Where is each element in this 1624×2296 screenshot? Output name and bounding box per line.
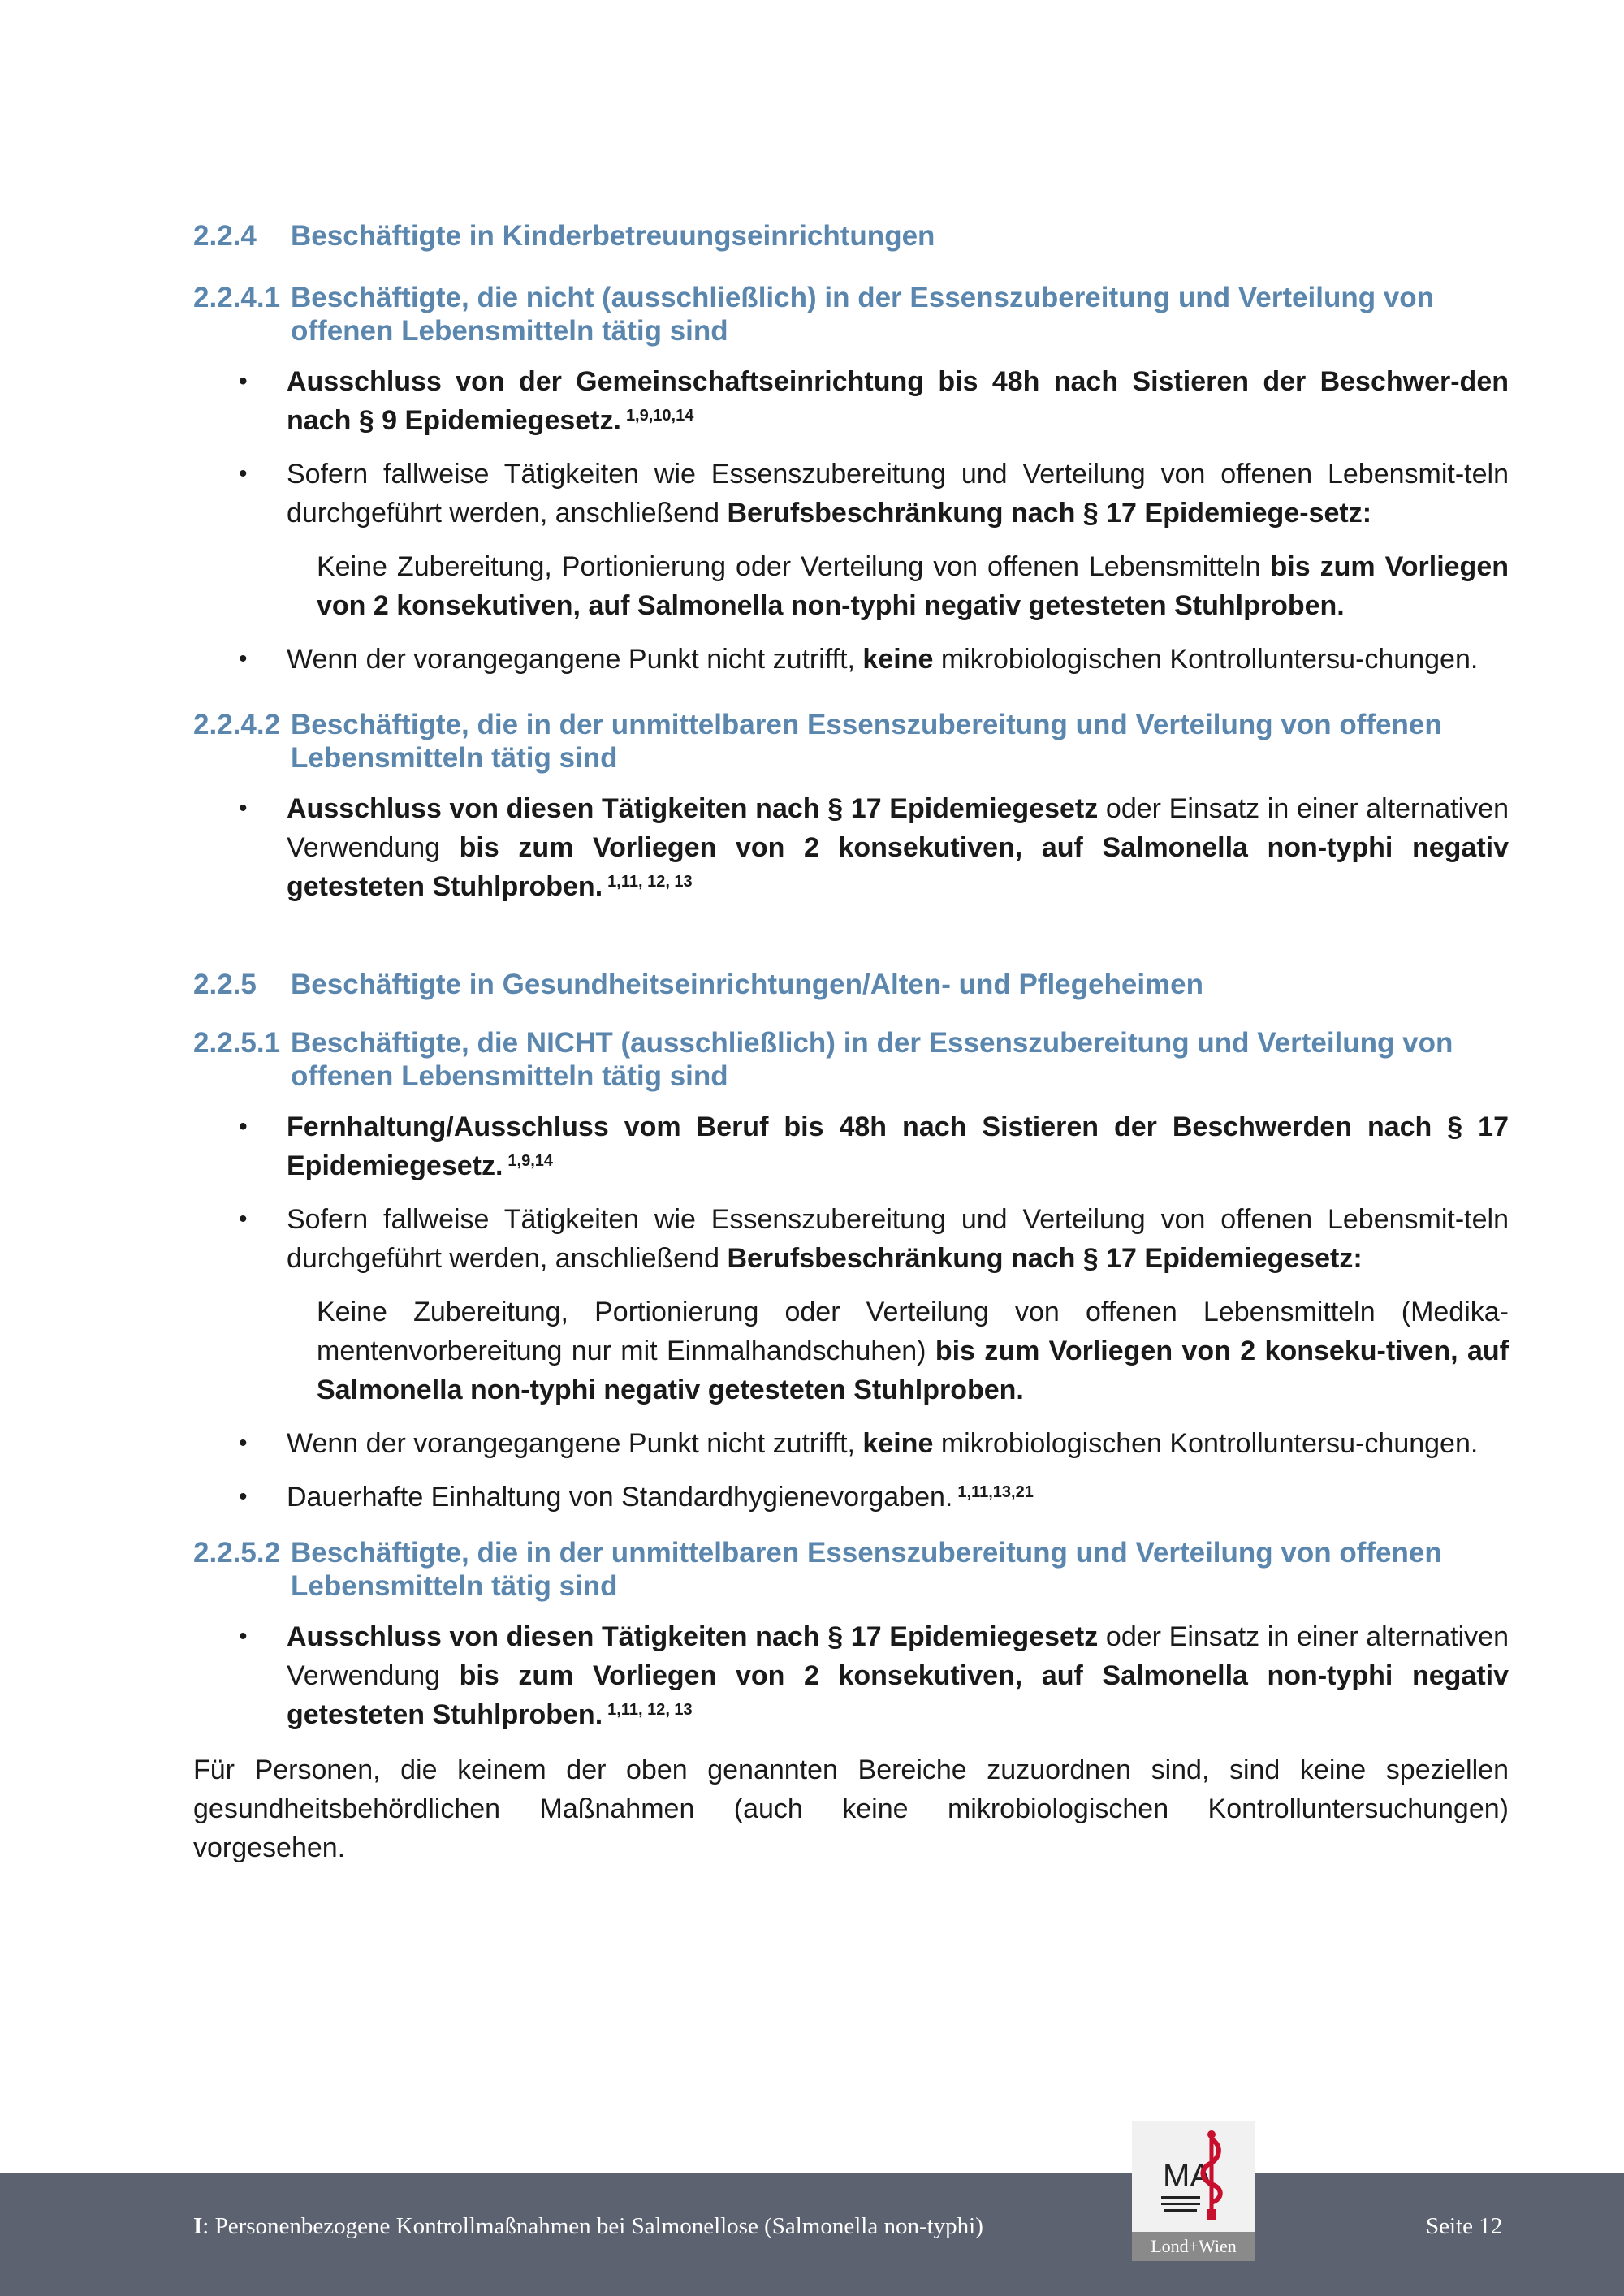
list-item: • Fernhaltung/Ausschluss vom Beruf bis 48h nach Sistieren der Beschwerden nach § 17 Epidemiegesetz. $^{1,9,14}$	[239, 1111, 1509, 1181]
mas-logo-mark	[1132, 2121, 1255, 2232]
bullet-list-2-2-5-1	[193, 1107, 1509, 1278]
bullet-list-2-2-4-1	[193, 362, 1509, 533]
indented-note: Keine Zubereitung, Portionierung oder Verteilung von offenen Lebensmitteln bis zum Vorliegen von 2 konsekutiven, auf Salmonella non-typhi negativ getesteten Stuhlproben.	[317, 551, 1509, 621]
section-heading-2-2-4: 2.2.4 Beschäftigte in Kinderbetreuungseinrichtungen	[193, 220, 935, 252]
bullet-list-2-2-5-1b	[193, 1424, 1509, 1517]
list-item: • Wenn der vorangegangene Punkt nicht zutrifft, keine mikrobiologischen Kontrolluntersu-chungen.	[239, 644, 1479, 675]
list-item: • Wenn der vorangegangene Punkt nicht zutrifft, keine mikrobiologischen Kontrolluntersu-chungen.	[239, 1428, 1479, 1459]
list-item: • Sofern fallweise Tätigkeiten wie Essenszubereitung und Verteilung von offenen Lebensmit-teln durchgeführt werden, anschließend Berufsbeschränkung nach § 17 Epidemiegesetz:	[239, 1204, 1509, 1274]
list-item: • Ausschluss von diesen Tätigkeiten nach § 17 Epidemiegesetz oder Einsatz in einer alternativen Verwendung bis zum Vorliegen von 2 konsekutiven, auf Salmonella non-typhi negativ getesteten Stuhlproben. $^{1,11, 12, 13}$	[239, 793, 1509, 902]
list-item: • Sofern fallweise Tätigkeiten wie Essenszubereitung und Verteilung von offenen Lebensmit-teln durchgeführt werden, anschließend Berufsbeschränkung nach § 17 Epidemiege-setz:	[239, 459, 1509, 529]
closing-paragraph: Für Personen, die keinem der oben genannten Bereiche zuzuordnen sind, sind keine speziellen gesundheitsbehördlichen Maßnahmen (auch keine mikrobiologischen Kontrolluntersuchungen) vorgesehen.	[193, 1754, 1509, 1863]
footer-bar	[0, 2173, 1624, 2296]
bullet-list-2-2-4-2	[193, 789, 1509, 906]
section-heading-2-2-5-2: 2.2.5.2 Beschäftigte, die in der unmittelbaren Essenszubereitung und Verteilung von offenen Lebensmitteln tätig sind	[193, 1537, 1442, 1602]
list-item: • Dauerhafte Einhaltung von Standardhygienevorgaben. $^{1,11,13,21}$	[239, 1482, 1034, 1513]
bullet-list-2-2-4-1b	[193, 640, 1509, 679]
section-heading-2-2-4-1: 2.2.4.1 Beschäftigte, die nicht (ausschließlich) in der Essenszubereitung und Verteilung von offenen Lebensmitteln tätig sind	[193, 282, 1435, 347]
indented-note: Keine Zubereitung, Portionierung oder Verteilung von offenen Lebensmitteln (Medika-mentenvorbereitung nur mit Einmalhandschuhen) bis zum Vorliegen von 2 konseku-tiven, auf Salmonella non-typhi negativ getesteten Stuhlproben.	[317, 1297, 1509, 1405]
section-heading-2-2-4-2: 2.2.4.2 Beschäftigte, die in der unmittelbaren Essenszubereitung und Verteilung von offenen Lebensmitteln tätig sind	[193, 709, 1442, 774]
page-number: Seite 12	[1426, 2213, 1503, 2239]
bullet-list-2-2-5-2	[193, 1617, 1509, 1734]
footer-title: I: Personenbezogene Kontrollmaßnahmen bei Salmonellose (Salmonella non-typhi)	[193, 2213, 983, 2239]
list-item: • Ausschluss von der Gemeinschaftseinrichtung bis 48h nach Sistieren der Beschwer-den nach § 9 Epidemiegesetz. $^{1,9,10,14}$	[239, 366, 1509, 436]
list-item: • Ausschluss von diesen Tätigkeiten nach § 17 Epidemiegesetz oder Einsatz in einer alternativen Verwendung bis zum Vorliegen von 2 konsekutiven, auf Salmonella non-typhi negativ getesteten Stuhlproben. $^{1,11, 12, 13}$	[239, 1621, 1509, 1730]
svg-text:MA: MA	[1163, 2158, 1212, 2194]
logo-caption: Lond+Wien	[1132, 2232, 1255, 2261]
section-heading-2-2-5: 2.2.5 Beschäftigte in Gesundheitseinrichtungen/Alten- und Pflegeheimen	[193, 969, 1204, 1000]
page-content	[193, 219, 1509, 1867]
mas-logo	[1132, 2121, 1255, 2261]
section-heading-2-2-5-1: 2.2.5.1 Beschäftigte, die NICHT (ausschließlich) in der Essenszubereitung und Verteilung von offenen Lebensmitteln tätig sind	[193, 1027, 1453, 1092]
